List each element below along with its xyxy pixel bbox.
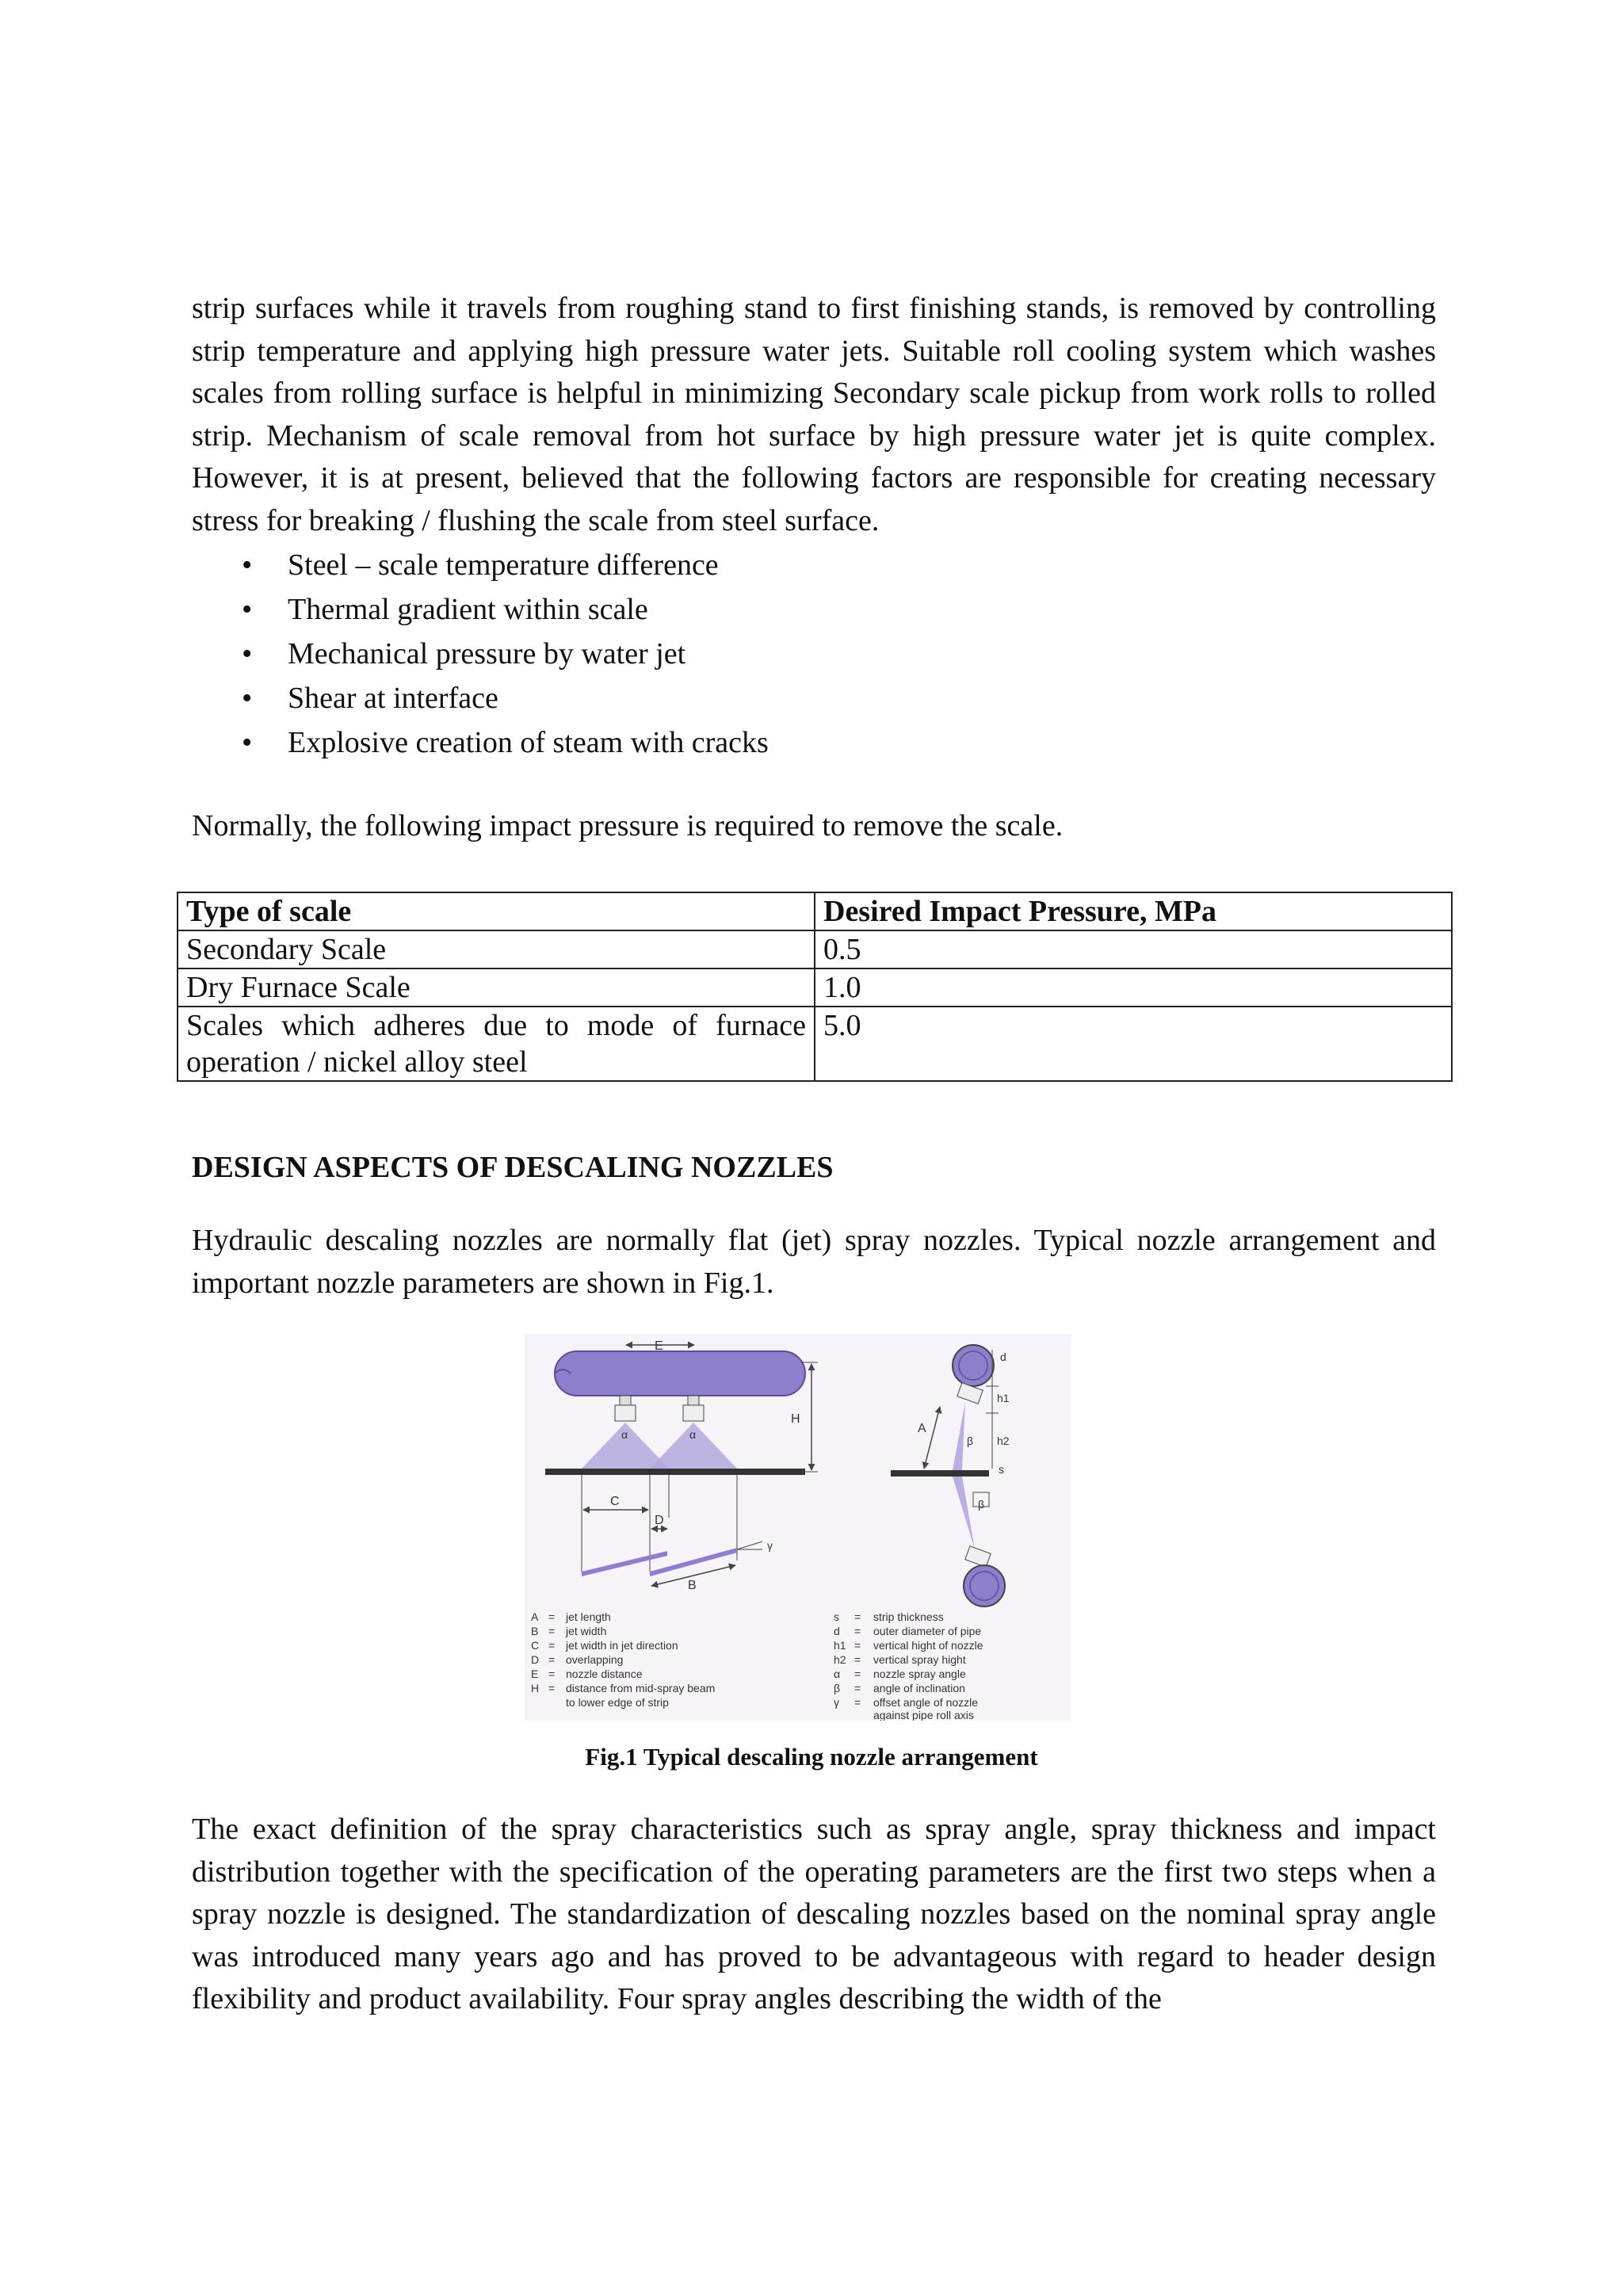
legend-equals: = xyxy=(854,1682,861,1694)
legend-equals: = xyxy=(854,1696,861,1709)
legend-symbol: α xyxy=(834,1668,841,1680)
section-heading: DESIGN ASPECTS OF DESCALING NOZZLES xyxy=(192,1151,834,1184)
nozzle-arrangement-figure xyxy=(525,1334,1071,1721)
legend-equals: = xyxy=(854,1668,861,1680)
legend-right xyxy=(834,1610,983,1721)
list-item-text: Steel – scale temperature difference xyxy=(288,548,719,582)
legend-text: nozzle spray angle xyxy=(873,1668,966,1680)
figure-caption: Fig.1 Typical descaling nozzle arrangement xyxy=(585,1743,1038,1771)
legend-symbol: H xyxy=(531,1682,540,1694)
legend-symbol: A xyxy=(531,1610,539,1623)
legend-text: jet width xyxy=(566,1625,607,1637)
label-d-small: d xyxy=(1000,1350,1006,1363)
pipe-cross-section-top xyxy=(953,1345,994,1386)
legend-symbol: s xyxy=(834,1610,839,1623)
list-item xyxy=(242,676,769,720)
legend-equals: = xyxy=(548,1653,556,1666)
factor-list xyxy=(242,543,769,765)
legend-text: nozzle distance xyxy=(566,1668,643,1680)
legend-text: strip thickness xyxy=(873,1610,944,1623)
label-s: s xyxy=(999,1463,1004,1476)
list-item xyxy=(242,587,769,632)
nozzle-right xyxy=(683,1396,704,1421)
spray-characteristics-paragraph: The exact definition of the spray characteristics such as spray angle, spray thickness and impact distribution together with the specification of the operating parameters are the first two steps when a spray nozzle is designed. The standardization of descaling nozzles based on the nominal spray angle was introduced many years ago and has proved to be advantageous with regard to header design flexibility and product availability. Four spray angles describing the width of the xyxy=(192,1813,1436,2015)
legend-text: vertical hight of nozzle xyxy=(873,1639,983,1652)
dimension-c xyxy=(583,1495,648,1510)
legend-equals: = xyxy=(548,1625,556,1637)
label-beta: β xyxy=(978,1498,985,1511)
nozzle-left xyxy=(615,1396,636,1421)
legend-symbol: β xyxy=(834,1682,841,1694)
spray-bottom xyxy=(953,1477,975,1549)
bullet-icon: • xyxy=(242,548,253,582)
list-item-text: Explosive creation of steam with cracks xyxy=(288,726,769,759)
legend-symbol: h2 xyxy=(834,1653,846,1666)
legend-text: distance from mid-spray beam xyxy=(566,1682,716,1694)
pressure-intro-paragraph: Normally, the following impact pressure is required to remove the scale. xyxy=(192,809,1064,842)
label-c: C xyxy=(610,1495,620,1508)
legend-text: jet length xyxy=(566,1610,611,1623)
nozzle-diagram xyxy=(525,1334,1071,1721)
legend-text: to lower edge of strip xyxy=(566,1696,669,1709)
strip xyxy=(545,1469,805,1475)
table-cell: Scales which adheres due to mode of furnace operation / nickel alloy steel xyxy=(178,1007,815,1081)
table-header-row xyxy=(178,892,1452,930)
header-pipe xyxy=(555,1351,805,1396)
label-a: A xyxy=(918,1422,926,1435)
label-h2: h2 xyxy=(997,1435,1010,1447)
table-cell: 0.5 xyxy=(815,930,1452,968)
legend-symbol: E xyxy=(531,1668,539,1680)
legend-equals: = xyxy=(548,1610,556,1623)
impact-pressure-table xyxy=(177,892,1453,1082)
label-h: H xyxy=(791,1412,800,1426)
legend-text: outer diameter of pipe xyxy=(873,1625,982,1637)
legend-symbol: γ xyxy=(834,1696,839,1709)
nozzle-intro-paragraph: Hydraulic descaling nozzles are normally flat (jet) spray nozzles. Typical nozzle arrangement and important nozzle parameters are shown in Fig.1. xyxy=(192,1224,1436,1300)
label-e: E xyxy=(655,1339,663,1353)
bullet-icon: • xyxy=(242,726,253,759)
legend-symbol: h1 xyxy=(834,1639,846,1652)
list-item xyxy=(242,632,769,676)
bullet-icon: • xyxy=(242,637,253,670)
table-row xyxy=(178,968,1452,1007)
list-item-text: Thermal gradient within scale xyxy=(288,593,648,626)
legend-text: overlapping xyxy=(566,1653,624,1666)
list-item xyxy=(242,720,769,765)
legend-equals: = xyxy=(854,1625,861,1637)
table-header-cell: Desired Impact Pressure, MPa xyxy=(815,892,1452,930)
strip-side xyxy=(891,1470,989,1477)
table-cell: 1.0 xyxy=(815,968,1452,1007)
bullet-icon: • xyxy=(242,593,253,626)
dimension-d xyxy=(651,1514,667,1529)
legend-symbol: D xyxy=(531,1653,540,1666)
label-gamma: γ xyxy=(767,1539,773,1552)
table-row xyxy=(178,1007,1452,1081)
legend-symbol: C xyxy=(531,1639,540,1652)
table-cell: Dry Furnace Scale xyxy=(178,968,815,1007)
label-h1: h1 xyxy=(997,1392,1010,1404)
label-d: D xyxy=(655,1514,664,1527)
list-item xyxy=(242,543,769,587)
list-item-text: Mechanical pressure by water jet xyxy=(288,637,686,670)
legend-left xyxy=(531,1610,715,1709)
legend-text: angle of inclination xyxy=(873,1682,965,1694)
label-b: B xyxy=(688,1579,697,1592)
legend-text: offset angle of nozzle xyxy=(873,1696,979,1709)
nozzle-bottom xyxy=(965,1546,991,1567)
legend-equals: = xyxy=(548,1668,556,1680)
table-cell: Secondary Scale xyxy=(178,930,815,968)
pipe-cross-section-bottom xyxy=(964,1565,1005,1606)
legend-equals: = xyxy=(854,1610,861,1623)
spray-top xyxy=(953,1402,965,1470)
legend-text: against pipe roll axis xyxy=(873,1709,974,1721)
legend-symbol: d xyxy=(834,1625,840,1637)
legend-equals: = xyxy=(548,1682,556,1694)
table-header-cell: Type of scale xyxy=(178,892,815,930)
table-cell: 5.0 xyxy=(815,1007,1452,1081)
intro-paragraph: strip surfaces while it travels from roughing stand to first finishing stands, is removed by controlling strip temperature and applying high pressure water jets. Suitable roll cooling system which washes scales from rolling surface is helpful in minimizing Secondary scale pickup from work rolls to rolled strip. Mechanism of scale removal from hot surface by high pressure water jet is quite complex. However, it is at present, believed that the following factors are responsible for creating necessary stress for breaking / flushing the scale from steel surface. xyxy=(192,292,1436,537)
legend-equals: = xyxy=(854,1653,861,1666)
legend-symbol: B xyxy=(531,1625,539,1637)
label-alpha: α xyxy=(621,1428,628,1441)
label-beta: β xyxy=(967,1435,974,1447)
table-row xyxy=(178,930,1452,968)
legend-equals: = xyxy=(548,1639,556,1652)
legend-equals: = xyxy=(854,1639,861,1652)
legend-text: vertical spray hight xyxy=(873,1653,966,1666)
dimension-a xyxy=(918,1407,940,1469)
list-item-text: Shear at interface xyxy=(288,682,498,715)
legend-text: jet width in jet direction xyxy=(566,1639,678,1652)
bullet-icon: • xyxy=(242,682,253,715)
label-alpha: α xyxy=(689,1428,697,1441)
